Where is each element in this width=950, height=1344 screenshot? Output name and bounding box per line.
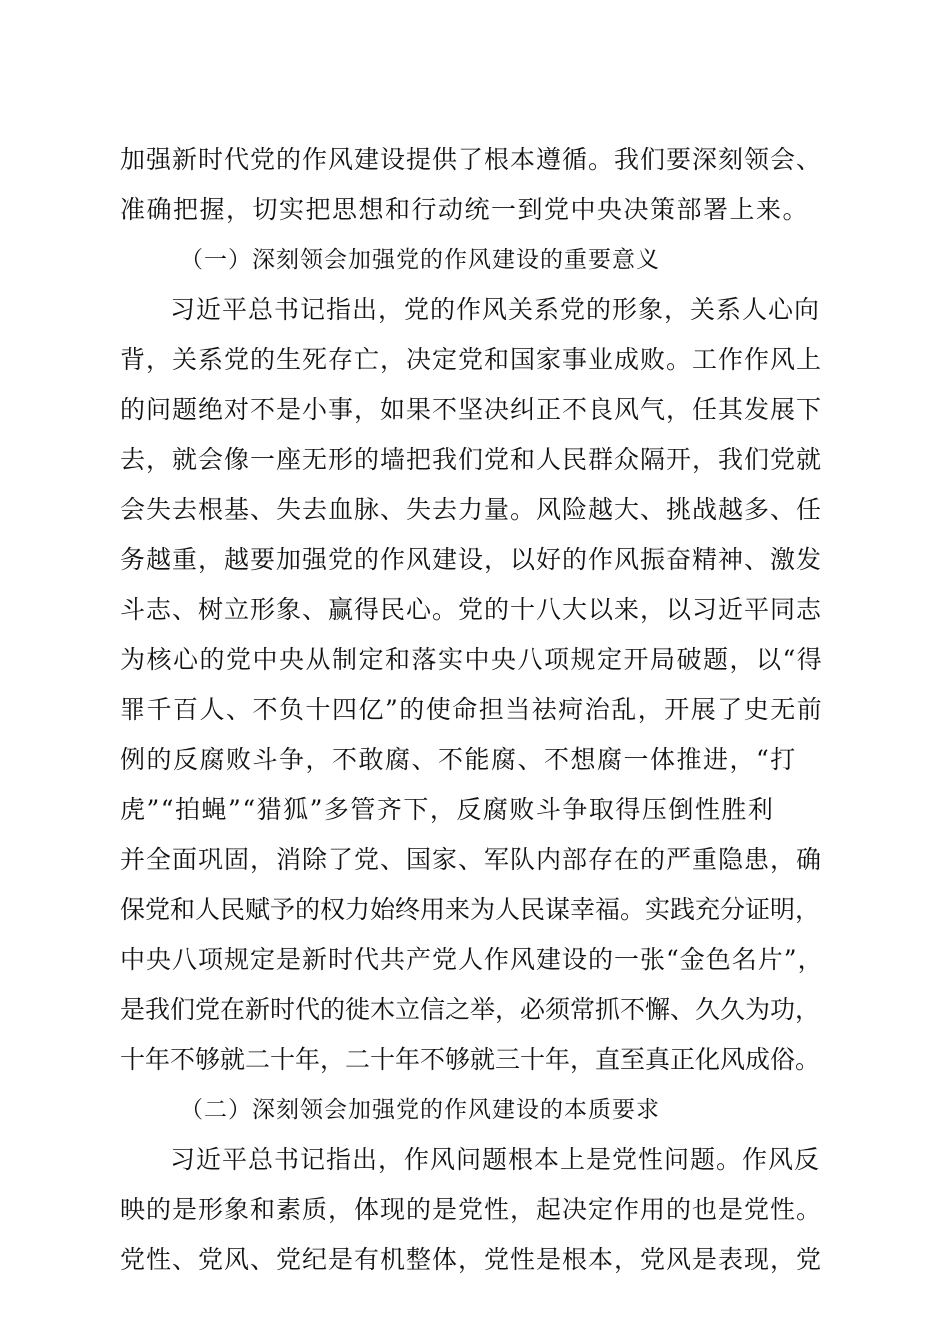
body-text-line: 十年不够就二十年，二十年不够就三十年，直至真正化风成俗。 [120,1045,821,1074]
body-text-line: 为核心的党中央从制定和落实中央八项规定开局破题，以“得 [120,645,824,674]
body-text-line: 是我们党在新时代的徙木立信之举，必须常抓不懈、久久为功， [120,995,821,1024]
body-text-line: 虎”“拍蝇”“猎狐”多管齐下，反腐败斗争取得压倒性胜利 [120,795,775,824]
body-text-line: 加强新时代党的作风建设提供了根本遵循。我们要深刻领会、 [120,145,823,174]
body-text-line: 并全面巩固，消除了党、国家、军队内部存在的严重隐患，确 [120,845,823,874]
body-text-line: 会失去根基、失去血脉、失去力量。风险越大、挑战越多、任 [120,495,823,524]
body-text-line: 映的是形象和素质，体现的是党性，起决定作用的也是党性。 [120,1195,823,1224]
section-heading: （一）深刻领会加强党的作风建设的重要意义 [180,247,660,273]
body-text-line: 习近平总书记指出，党的作风关系党的形象，关系人心向 [170,295,821,324]
body-text-line: 去，就会像一座无形的墙把我们党和人民群众隔开，我们党就 [120,445,823,474]
section-heading: （二）深刻领会加强党的作风建设的本质要求 [180,1097,660,1123]
body-text-line: 保党和人民赋予的权力始终用来为人民谋幸福。实践充分证明， [120,895,821,924]
body-text-line: 中央八项规定是新时代共产党人作风建设的一张“金色名片”， [120,945,824,974]
body-text-line: 的问题绝对不是小事，如果不坚决纠正不良风气，任其发展下 [120,395,823,424]
body-text-line: 习近平总书记指出，作风问题根本上是党性问题。作风反 [170,1145,821,1174]
body-text-line: 党性、党风、党纪是有机整体，党性是根本，党风是表现，党 [120,1245,823,1274]
body-text-line: 务越重，越要加强党的作风建设，以好的作风振奋精神、激发 [120,545,823,574]
body-text-line: 准确把握，切实把思想和行动统一到党中央决策部署上来。 [120,195,810,224]
body-text-line: 斗志、树立形象、赢得民心。党的十八大以来，以习近平同志 [120,595,823,624]
body-text-line: 背，关系党的生死存亡，决定党和国家事业成败。工作作风上 [120,345,823,374]
body-text-line: 罪千百人、不负十四亿”的使命担当祛疴治乱，开展了史无前 [120,695,824,724]
body-text-line: 例的反腐败斗争，不敢腐、不能腐、不想腐一体推进，“打 [120,745,797,774]
